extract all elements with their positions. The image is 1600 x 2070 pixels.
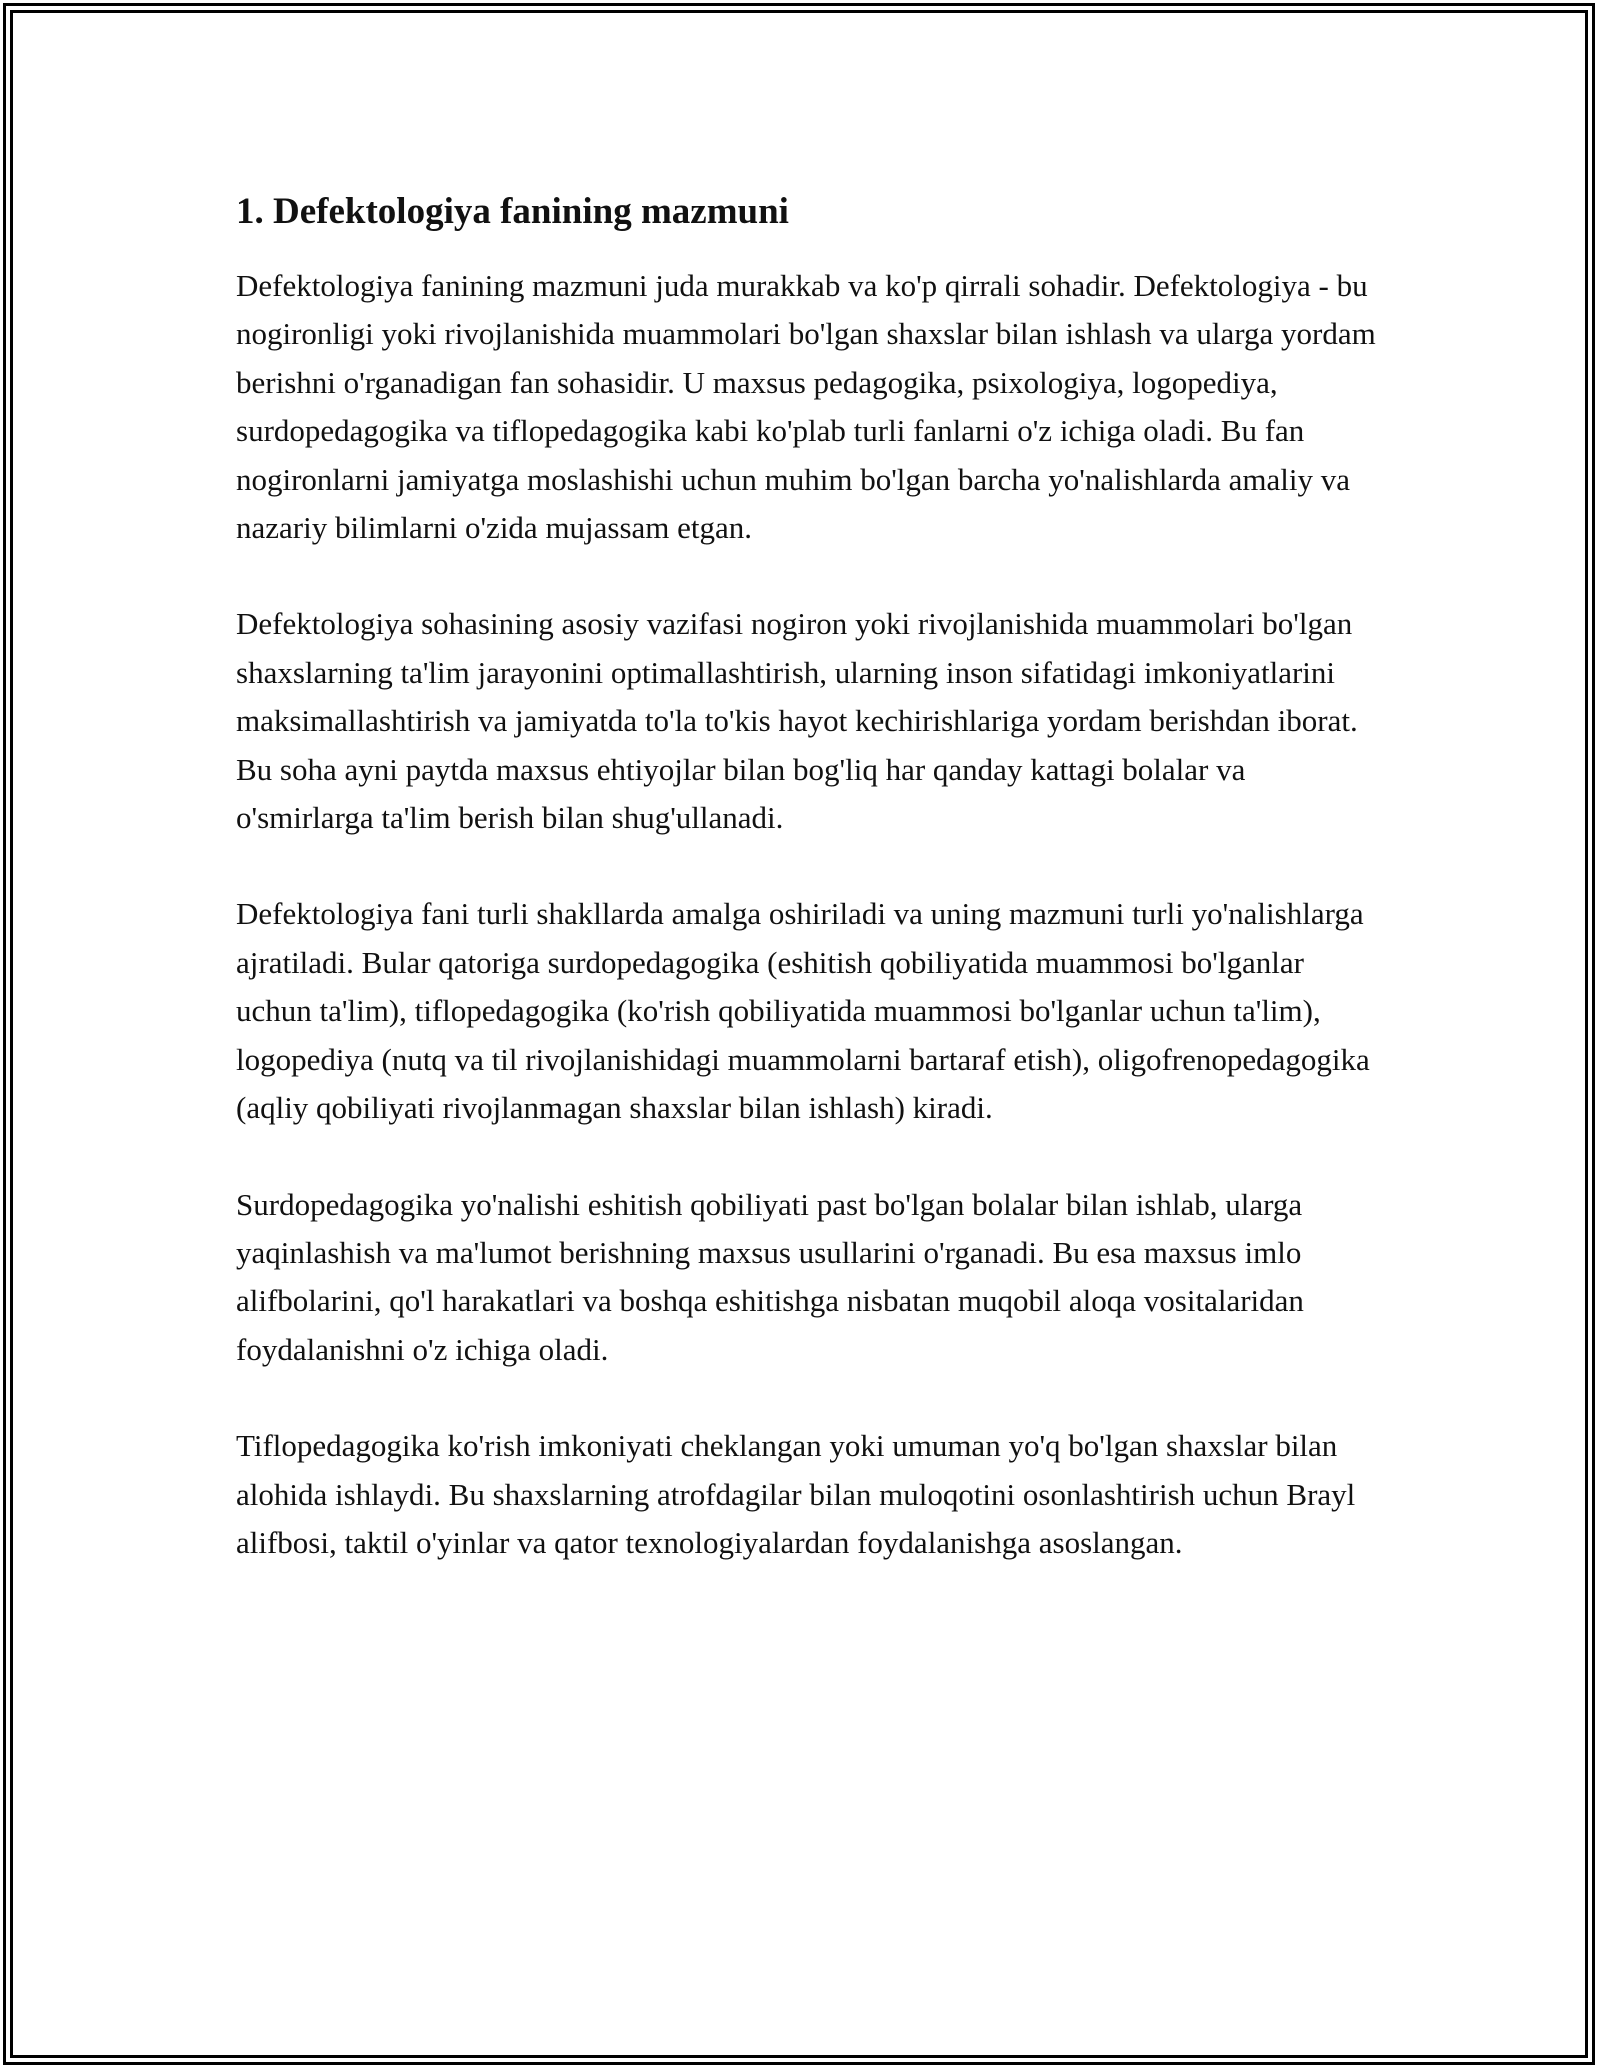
paragraph-5: Tiflopedagogika ko'rish imkoniyati cheklangan yoki umuman yo'q bo'lgan shaxslar bilan alohida ishlaydi. Bu shaxslarning atrofdagilar bilan muloqotini osonlashtirish uchun Brayl alifbosi, taktil o'yinlar va qator texnologiyalardan foydalanishga asoslangan. <box>236 1428 1356 1560</box>
document-title: 1. Defektologiya fanining mazmuni <box>236 191 789 232</box>
paragraph-2: Defektologiya sohasining asosiy vazifasi nogiron yoki rivojlanishida muammolari bo'lgan shaxslarning ta'lim jarayonini optimallashtirish, ularning inson sifatidagi imkoniyatlarini maksimallashtirish va jamiyatda to'la to'kis hayot kechirishlariga yordam berishdan iborat. Bu soha ayni paytda maxsus ehtiyojlar bilan bog'liq har qanday kattagi bolalar va o'smirlarga ta'lim berish bilan shug'ullanadi. <box>236 606 1358 836</box>
paragraph-4: Surdopedagogika yo'nalishi eshitish qobiliyati past bo'lgan bolalar bilan ishlab, ularga yaqinlashish va ma'lumot berishning maxsus usullarini o'rganadi. Bu esa maxsus imlo alifbolarini, qo'l harakatlari va boshqa eshitishga nisbatan muqobil aloqa vositalaridan foydalanishni o'z ichiga oladi. <box>236 1186 1304 1367</box>
paragraph-3: Defektologiya fani turli shakllarda amalga oshiriladi va uning mazmuni turli yo'nalishlarga ajratiladi. Bular qatoriga surdopedagogika (eshitish qobiliyatida muammosi bo'lganlar uchun ta'lim), tiflopedagogika (ko'rish qobiliyatida muammosi bo'lganlar uchun ta'lim), logopediya (nutq va til rivojlanishidagi muammolarni bartaraf etish), oligofrenopedagogika (aqliy qobiliyati rivojlanmagan shaxslar bilan ishlash) kiradi. <box>236 896 1370 1126</box>
document-body <box>236 182 1376 1615</box>
paragraph-1: Defektologiya fanining mazmuni juda murakkab va ko'p qirrali sohadir. Defektologiya - bu nogironligi yoki rivojlanishida muammolari bo'lgan shaxslar bilan ishlash va ularga yordam berishni o'rganadigan fan sohasidir. U maxsus pedagogika, psixologiya, logopediya, surdopedagogika va tiflopedagogika kabi ko'plab turli fanlarni o'z ichiga oladi. Bu fan nogironlarni jamiyatga moslashishi uchun muhim bo'lgan barcha yo'nalishlarda amaliy va nazariy bilimlarni o'zida mujassam etgan. <box>236 268 1376 546</box>
